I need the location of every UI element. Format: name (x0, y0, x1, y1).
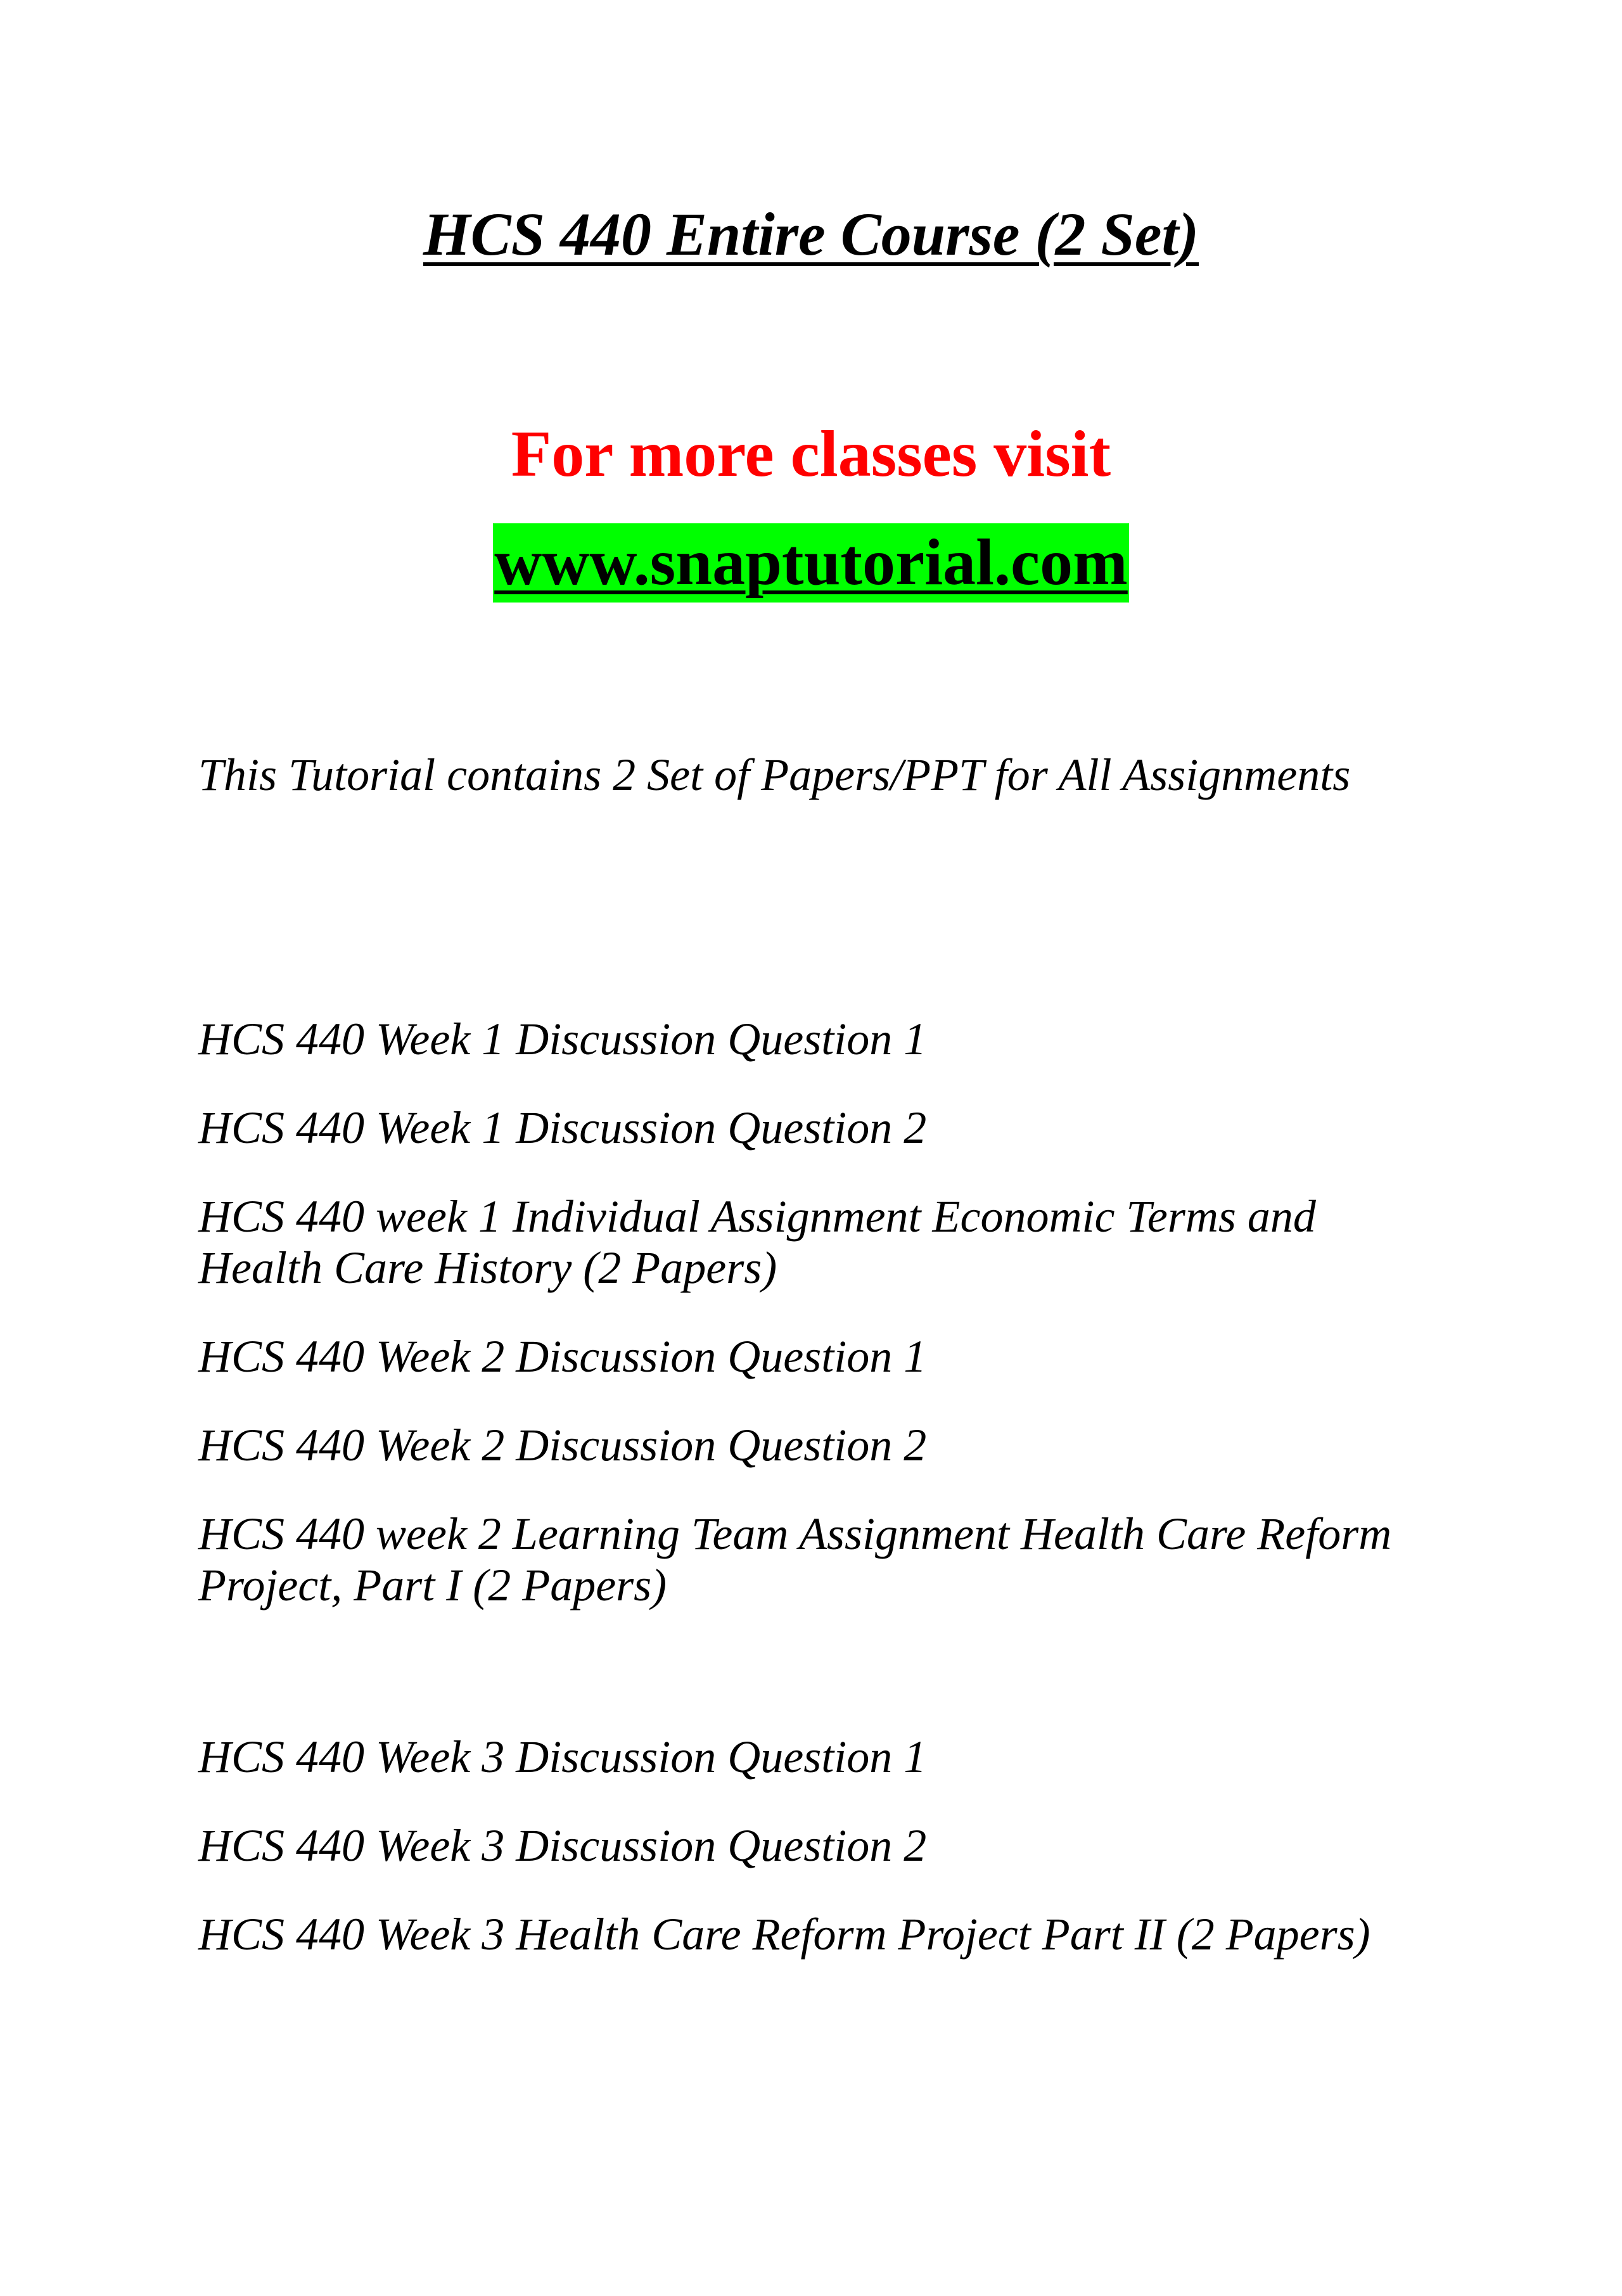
list-item: HCS 440 week 1 Individual Assignment Economic Terms and Health Care History (2 Papers) (198, 1191, 1316, 1293)
intro-text: This Tutorial contains 2 Set of Papers/PPT for All Assignments (198, 749, 1351, 800)
page-title: HCS 440 Entire Course (2 Set) (423, 200, 1199, 268)
list-item: HCS 440 Week 1 Discussion Question 1 (198, 1014, 927, 1064)
list-item: HCS 440 Week 3 Health Care Reform Project Part II (2 Papers) (198, 1909, 1370, 1960)
list-item: HCS 440 Week 1 Discussion Question 2 (198, 1102, 927, 1153)
assignment-list (198, 1014, 1434, 1998)
list-item: HCS 440 Week 2 Discussion Question 1 (198, 1331, 927, 1382)
list-item: HCS 440 Week 2 Discussion Question 2 (198, 1420, 927, 1470)
visit-heading: For more classes visit (511, 418, 1111, 490)
list-item: HCS 440 Week 3 Discussion Question 1 (198, 1732, 927, 1782)
list-item: HCS 440 week 2 Learning Team Assignment Health Care Reform Project, Part I (2 Papers) (198, 1508, 1392, 1610)
website-link[interactable]: www.snaptutorial.com (493, 523, 1129, 603)
list-item: HCS 440 Week 3 Discussion Question 2 (198, 1820, 927, 1871)
url-container (0, 523, 1622, 603)
